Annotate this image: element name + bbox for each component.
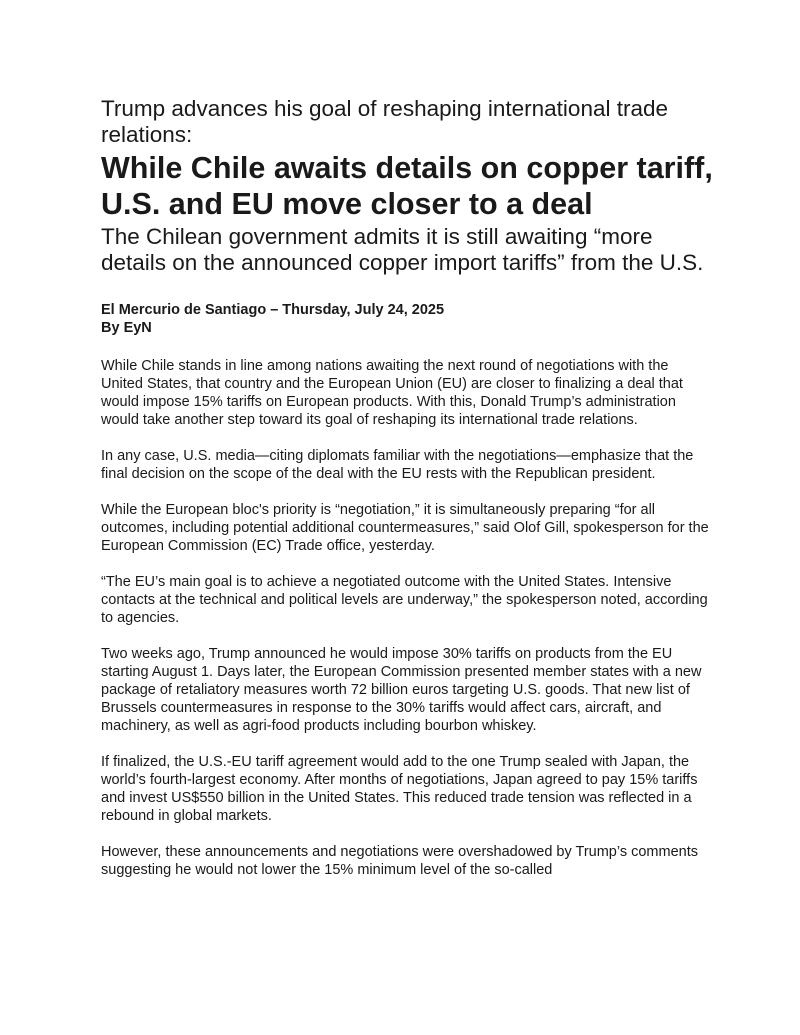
source-line: El Mercurio de Santiago – Thursday, July 24, 2025: [101, 302, 445, 318]
body-paragraph: However, these announcements and negotiations were overshadowed by Trump’s comments suggesting he would not lower the 15% minimum level of the so-called: [101, 844, 698, 878]
body-paragraph: While Chile stands in line among nations awaiting the next round of negotiations with the United States, that country and the European Union (EU) are closer to finalizing a deal that would impose 15% tariffs on European products. With this, Donald Trump’s administration would take another step toward its goal of reshaping its international trade relations.: [101, 358, 683, 428]
article-subhead: The Chilean government admits it is still awaiting “more details on the announced copper import tariffs” from the U.S.: [101, 224, 704, 275]
body-paragraph: “The EU’s main goal is to achieve a negotiated outcome with the United States. Intensive contacts at the technical and political levels are underway,” the spokesperson noted, according to agencies.: [101, 574, 708, 626]
article-page: [101, 96, 713, 897]
article-body: [101, 357, 713, 879]
article-kicker: Trump advances his goal of reshaping international trade relations:: [101, 96, 669, 147]
article-headline: While Chile awaits details on copper tariff, U.S. and EU move closer to a deal: [101, 151, 713, 221]
body-paragraph: While the European bloc's priority is “negotiation,” it is simultaneously preparing “for all outcomes, including potential additional countermeasures,” said Olof Gill, spokesperson for the European Commission (EC) Trade office, yesterday.: [101, 502, 709, 554]
body-paragraph: Two weeks ago, Trump announced he would impose 30% tariffs on products from the EU starting August 1. Days later, the European Commission presented member states with a new package of retaliatory measures worth 72 billion euros targeting U.S. goods. That new list of Brussels countermeasures in response to the 30% tariffs would affect cars, aircraft, and machinery, as well as agri-food products including bourbon whiskey.: [101, 646, 702, 734]
byline: [101, 301, 713, 337]
body-paragraph: In any case, U.S. media—citing diplomats familiar with the negotiations—emphasize that the final decision on the scope of the deal with the EU rests with the Republican president.: [101, 448, 694, 482]
author-line: By EyN: [101, 320, 152, 336]
body-paragraph: If finalized, the U.S.-EU tariff agreement would add to the one Trump sealed with Japan, the world’s fourth-largest economy. After months of negotiations, Japan agreed to pay 15% tariffs and invest US$550 billion in the United States. This reduced trade tension was reflected in a rebound in global markets.: [101, 754, 698, 824]
